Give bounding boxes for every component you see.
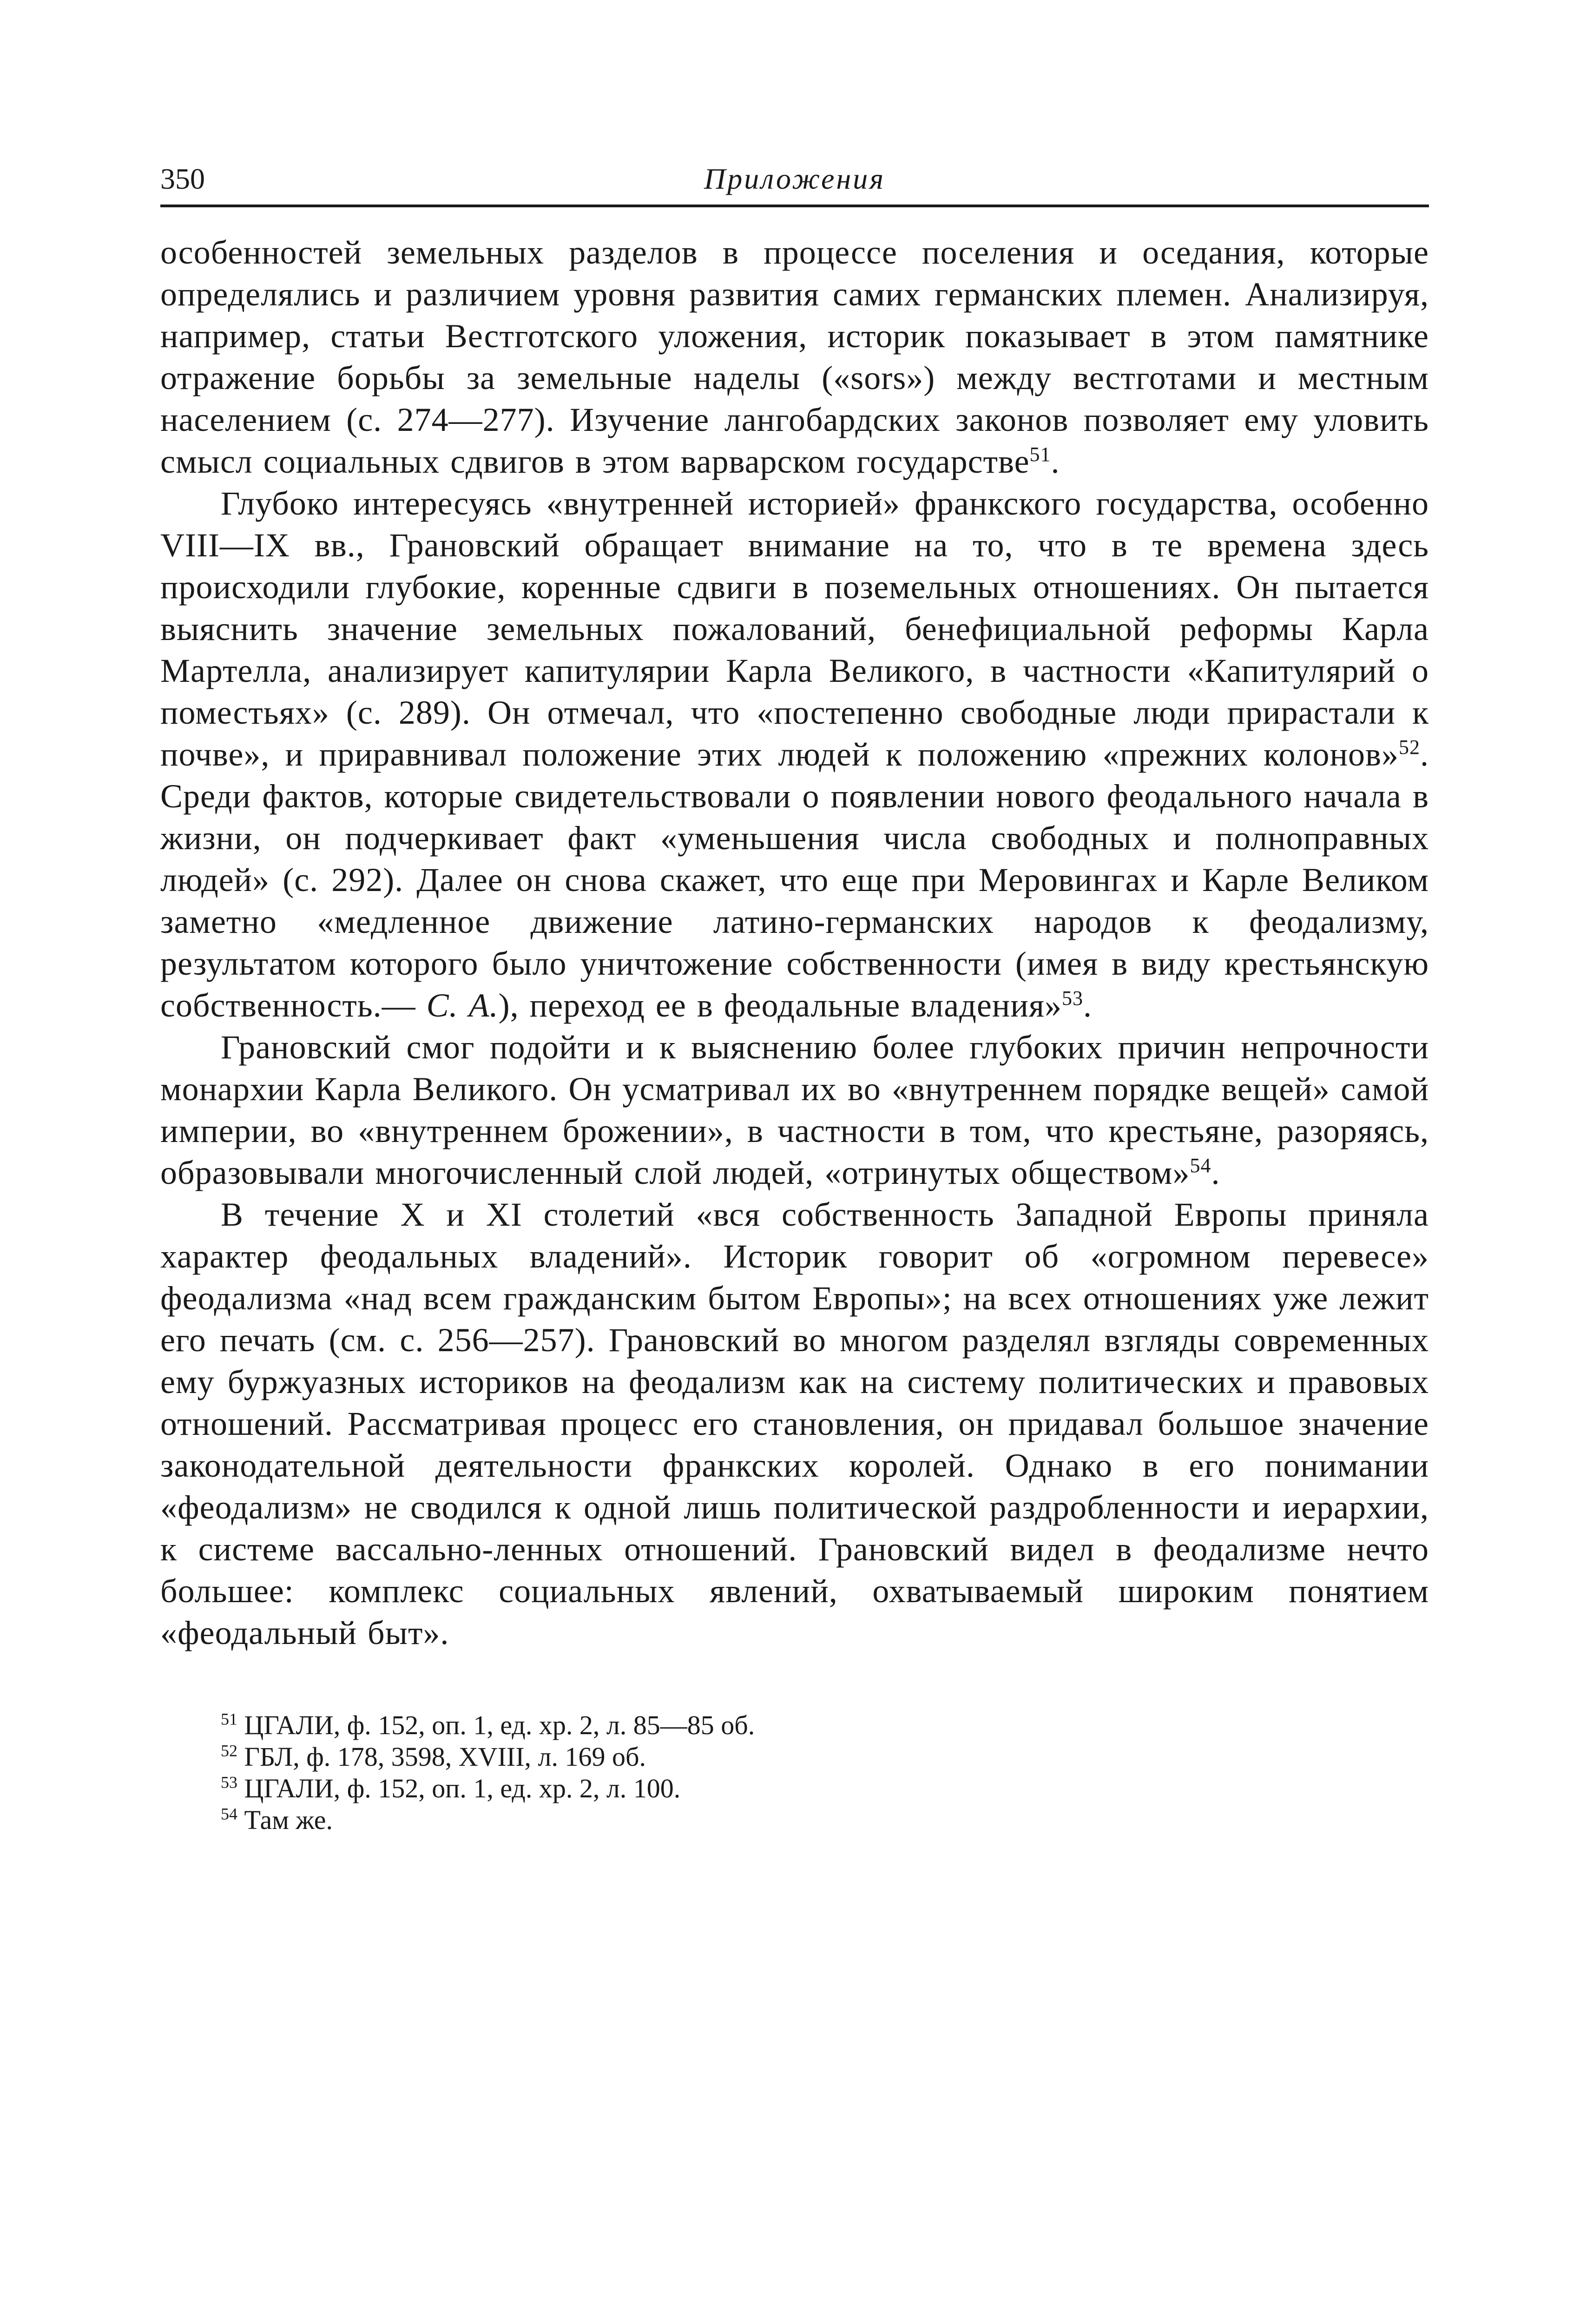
footnote-text: Там же.	[244, 1805, 333, 1835]
paragraph-text: .	[1051, 443, 1060, 480]
footnote-text: ЦГАЛИ, ф. 152, оп. 1, ед. хр. 2, л. 85—85 об.	[244, 1710, 755, 1740]
paragraph	[160, 482, 1429, 1026]
footnotes	[160, 1710, 1429, 1836]
footnote-text: ЦГАЛИ, ф. 152, оп. 1, ед. хр. 2, л. 100.	[244, 1773, 681, 1803]
footnote-text: ГБЛ, ф. 178, 3598, XVIII, л. 169 об.	[244, 1742, 646, 1772]
paragraph-text: Грановский смог подойти и к выяснению более глубоких причин непрочности монархии Карла Великого. Он усматривал их во «внутреннем порядке вещей» самой империи, во «внутреннем брожении», в частности в том, что крестьяне, разоряясь, образовывали многочисленный слой людей, «отринутых обществом»	[160, 1029, 1429, 1191]
footnote-number: 54	[221, 1804, 237, 1823]
paragraph	[160, 1194, 1429, 1654]
footnote	[221, 1710, 1429, 1741]
footnote	[221, 1773, 1429, 1804]
header-rule	[160, 205, 1429, 207]
paragraph-text: Глубоко интересуясь «внутренней историей» франкского государства, особенно VIII—IX вв., Грановский обращает внимание на то, что в те времена здесь происходили глубокие, коренные сдвиги в поземельных отношениях. Он пытается выяснить значение земельных пожалований, бенефициальной реформы Карла Мартелла, анализирует капитулярии Карла Великого, в частности «Капитулярий о поместьях» (с. 289). Он отмечал, что «постепенно свободные люди прирастали к почве», и приравнивал положение этих людей к положению «прежних колонов»	[160, 485, 1429, 773]
footnote	[221, 1741, 1429, 1773]
footnote-number: 51	[221, 1710, 237, 1729]
footnote-ref: 51	[1029, 443, 1051, 466]
paragraph	[160, 231, 1429, 482]
body-text	[160, 231, 1429, 1654]
footnote-ref: 52	[1399, 736, 1420, 759]
italic-initials: С. А.	[426, 987, 499, 1024]
paragraph-text: ), переход ее в феодальные владения»	[498, 987, 1062, 1024]
section-title: Приложения	[704, 162, 885, 195]
paragraph-text: . Среди фактов, которые свидетельствовали о появлении нового феодального начала в жизни, он подчеркивает факт «уменьшения числа свободных и полноправных людей» (с. 292). Далее он снова скажет, что еще при Меровингах и Карле Великом заметно «медленное движение латино-германских народов к феодализму, результатом которого было уничтожение собственности (имея в виду крестьянскую собственность.—	[160, 736, 1429, 1024]
paragraph-text: .	[1083, 987, 1092, 1024]
running-head	[160, 153, 1429, 205]
paragraph-text: особенностей земельных разделов в процессе поселения и оседания, которые определялись и различием уровня развития самих германских племен. Анализируя, например, статьи Вестготского уложения, историк показывает в этом памятнике отражение борьбы за земельные наделы («sors») между вестготами и местным населением (с. 274—277). Изучение лангобардских законов позволяет ему уловить смысл социальных сдвигов в этом варварском государстве	[160, 234, 1429, 480]
footnote-number: 53	[221, 1773, 237, 1792]
paragraph	[160, 1026, 1429, 1194]
footnote-ref: 54	[1190, 1154, 1211, 1177]
footnote-number: 52	[221, 1741, 237, 1760]
paragraph-text: В течение X и XI столетий «вся собственность Западной Европы приняла характер феодальных владений». Историк говорит об «огромном перевесе» феодализма «над всем гражданским бытом Европы»; на всех отношениях уже лежит его печать (см. с. 256—257). Грановский во многом разделял взгляды современных ему буржуазных историков на феодализм как на систему политических и правовых отношений. Рассматривая процесс его становления, он придавал большое значение законодательной деятельности франкских королей. Однако в его понимании «феодализм» не сводился к одной лишь политической раздробленности и иерархии, к системе вассально-ленных отношений. Грановский видел в феодализме нечто большее: комплекс социальных явлений, охватываемый широким понятием «феодальный быт».	[160, 1196, 1429, 1651]
book-page	[160, 153, 1429, 1836]
page-number: 350	[160, 162, 205, 195]
footnote-ref: 53	[1061, 987, 1083, 1010]
paragraph-text: .	[1211, 1154, 1220, 1191]
footnote	[221, 1804, 1429, 1836]
